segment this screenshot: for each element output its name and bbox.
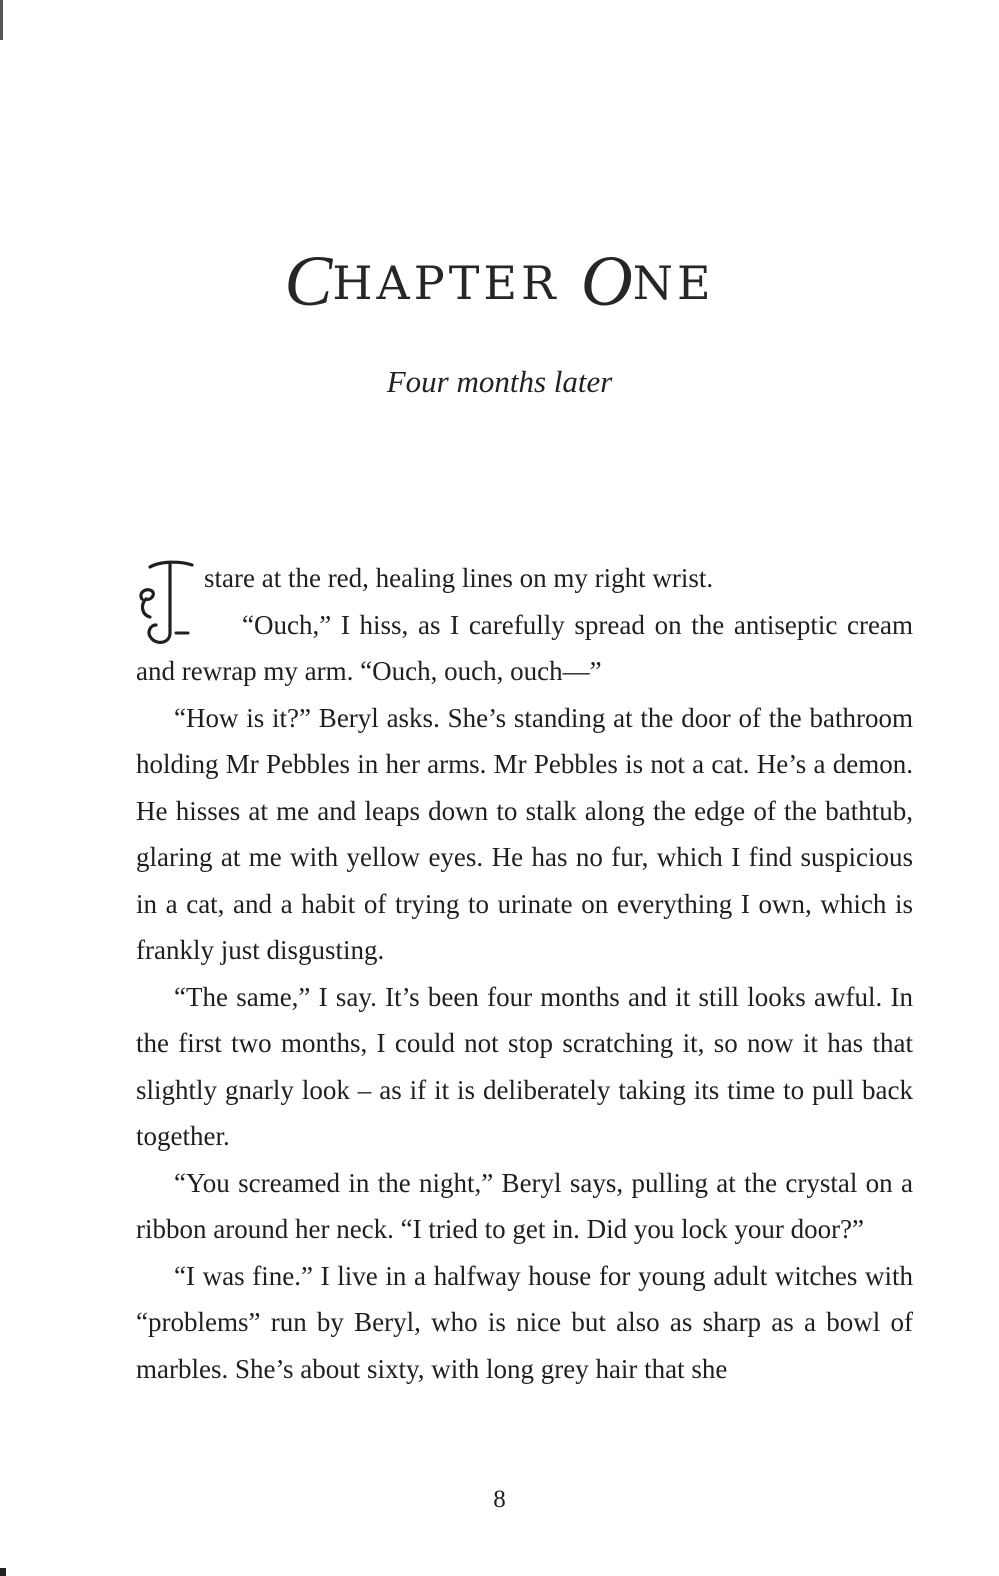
chapter-heading-word1: HAPTER <box>332 256 560 310</box>
page-number: 8 <box>493 1486 506 1513</box>
first-paragraph-block <box>136 555 913 695</box>
page-corner-mark <box>0 1568 6 1576</box>
chapter-heading <box>0 240 999 323</box>
drop-cap-ornate-i-icon <box>136 559 198 647</box>
paragraph-3: “How is it?” Beryl asks. She’s standing at the door of the bathroom holding Mr Pebbles in her arms. Mr Pebbles is not a cat. He’s a demon. He hisses at me and leaps down to stalk along the edge of the bathtub, glaring at me with yellow eyes. He has no fur, which I find suspicious in a cat, and a habit of trying to urinate on everything I own, which is frankly just disgusting. <box>136 702 913 965</box>
chapter-subtitle: Four months later <box>386 364 613 399</box>
chapter-heading-word2: NE <box>632 256 715 310</box>
body-text <box>136 555 913 1392</box>
paragraph-4: “The same,” I say. It’s been four months and it still looks awful. In the first two months, I could not stop scratching it, so now it has that slightly gnarly look – as if it is deliberately taking its time to pull back together. <box>136 981 913 1151</box>
paragraph-2: “Ouch,” I hiss, as I carefully spread on the antiseptic cream and rewrap my arm. “Ouch, ouch, ouch—” <box>136 609 913 686</box>
chapter-heading-initial-2: O <box>580 241 633 321</box>
chapter-heading-initial: C <box>284 241 333 321</box>
paragraph-6: “I was fine.” I live in a halfway house for young adult witches with “problems” run by Beryl, who is nice but also as sharp as a bowl of marbles. She’s about sixty, with long grey hair that she <box>136 1260 913 1384</box>
drop-cap-ornate-i <box>136 559 198 647</box>
page-edge-mark <box>0 0 3 40</box>
paragraph-5: “You screamed in the night,” Beryl says, pulling at the crystal on a ribbon around her neck. “I tried to get in. Did you lock your door?” <box>136 1167 913 1244</box>
paragraph-1: stare at the red, healing lines on my right wrist. <box>204 563 714 593</box>
